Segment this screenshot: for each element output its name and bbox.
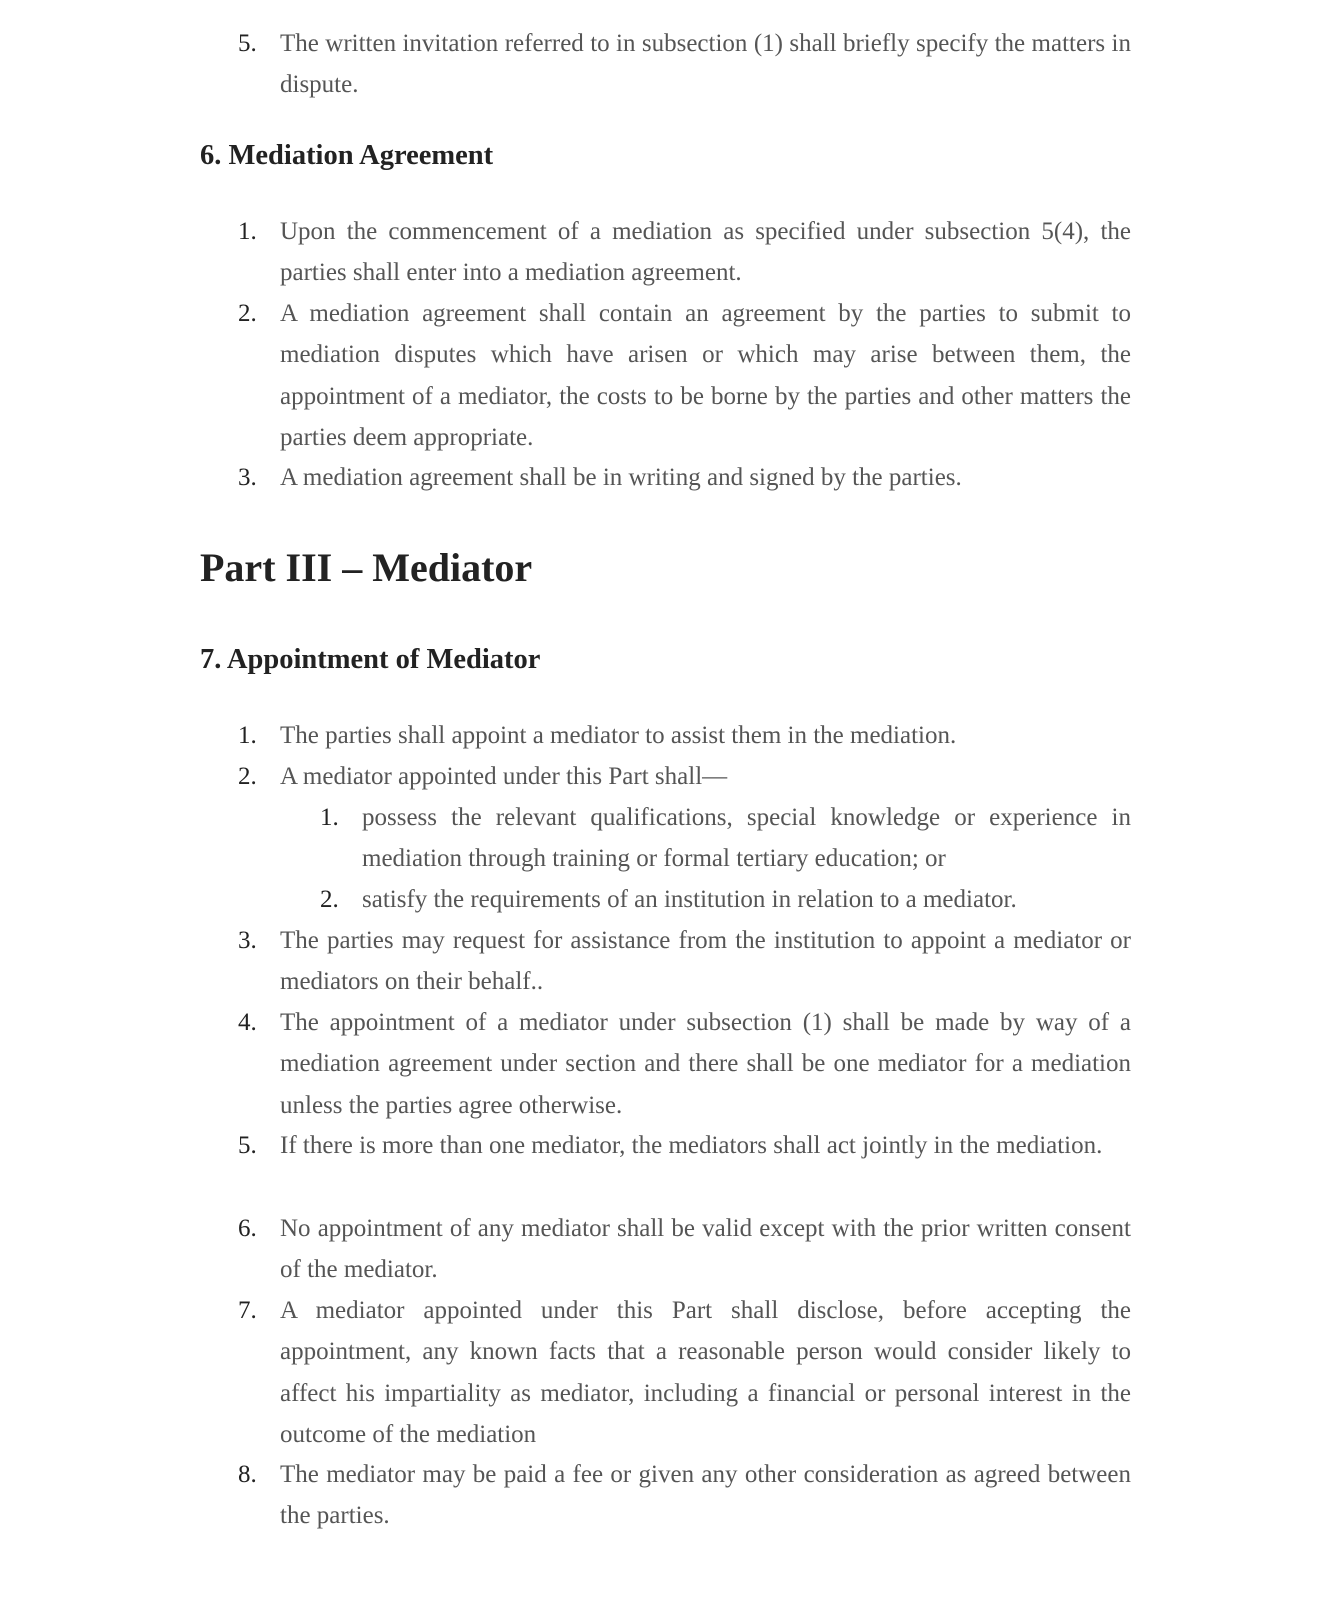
item-text: The mediator may be paid a fee or given any other consideration as agreed between the parties. (280, 1461, 1131, 1530)
item-number: 5. (238, 30, 257, 57)
list-item (238, 211, 1131, 294)
part-title: Part III – Mediator (200, 545, 533, 590)
section-heading-7: 7. Appointment of Mediator (200, 644, 541, 675)
list-item (238, 1290, 1131, 1455)
list-item (238, 1454, 1131, 1537)
item-text: A mediation agreement shall be in writing and signed by the parties. (280, 464, 962, 491)
list-item (238, 715, 1131, 756)
item-text: The written invitation referred to in subsection (1) shall briefly specify the matters in dispute. (280, 30, 1131, 99)
item-text: Upon the commencement of a mediation as specified under subsection 5(4), the parties shall enter into a mediation agreement. (280, 218, 1131, 287)
item-number: 1. (238, 218, 257, 245)
list-item (238, 293, 1131, 458)
item-number: 7. (238, 1297, 257, 1324)
list-item (238, 23, 1131, 106)
item-text: possess the relevant qualifications, special knowledge or experience in mediation through training or formal tertiary education; or (362, 804, 1131, 873)
list-item (238, 1125, 1131, 1166)
list-item (238, 457, 1131, 498)
list-item (238, 1002, 1131, 1126)
item-number: 2. (238, 300, 257, 327)
item-text: No appointment of any mediator shall be valid except with the prior written consent of the mediator. (280, 1215, 1131, 1284)
list-item (238, 920, 1131, 1003)
item-number: 2. (320, 886, 339, 913)
item-text: A mediator appointed under this Part shall disclose, before accepting the appointment, any known facts that a reasonable person would consider likely to affect his impartiality as mediator, including a financial or personal interest in the outcome of the mediation (280, 1297, 1131, 1448)
item-text: The appointment of a mediator under subsection (1) shall be made by way of a mediation agreement under section and there shall be one mediator for a mediation unless the parties agree otherwise. (280, 1009, 1131, 1119)
section-heading-6: 6. Mediation Agreement (200, 140, 494, 171)
item-number: 3. (238, 927, 257, 954)
list-item (238, 1208, 1131, 1291)
item-text: A mediator appointed under this Part shall— (280, 763, 728, 790)
item-number: 1. (320, 804, 339, 831)
item-text: The parties shall appoint a mediator to assist them in the mediation. (280, 722, 957, 749)
item-text: satisfy the requirements of an institution in relation to a mediator. (362, 886, 1017, 913)
item-number: 4. (238, 1009, 257, 1036)
item-number: 5. (238, 1132, 257, 1159)
item-number: 1. (238, 722, 257, 749)
item-number: 3. (238, 464, 257, 491)
item-number: 2. (238, 763, 257, 790)
sub-list-item (320, 879, 1131, 920)
item-number: 8. (238, 1461, 257, 1488)
item-text: If there is more than one mediator, the mediators shall act jointly in the mediation. (280, 1132, 1103, 1159)
item-number: 6. (238, 1215, 257, 1242)
item-text: A mediation agreement shall contain an agreement by the parties to submit to mediation disputes which have arisen or which may arise between them, the appointment of a mediator, the costs to be borne by the parties and other matters the parties deem appropriate. (280, 300, 1131, 451)
list-item (238, 756, 1131, 797)
sub-list-item (320, 797, 1131, 880)
item-text: The parties may request for assistance from the institution to appoint a mediator or mediators on their behalf.. (280, 927, 1131, 996)
